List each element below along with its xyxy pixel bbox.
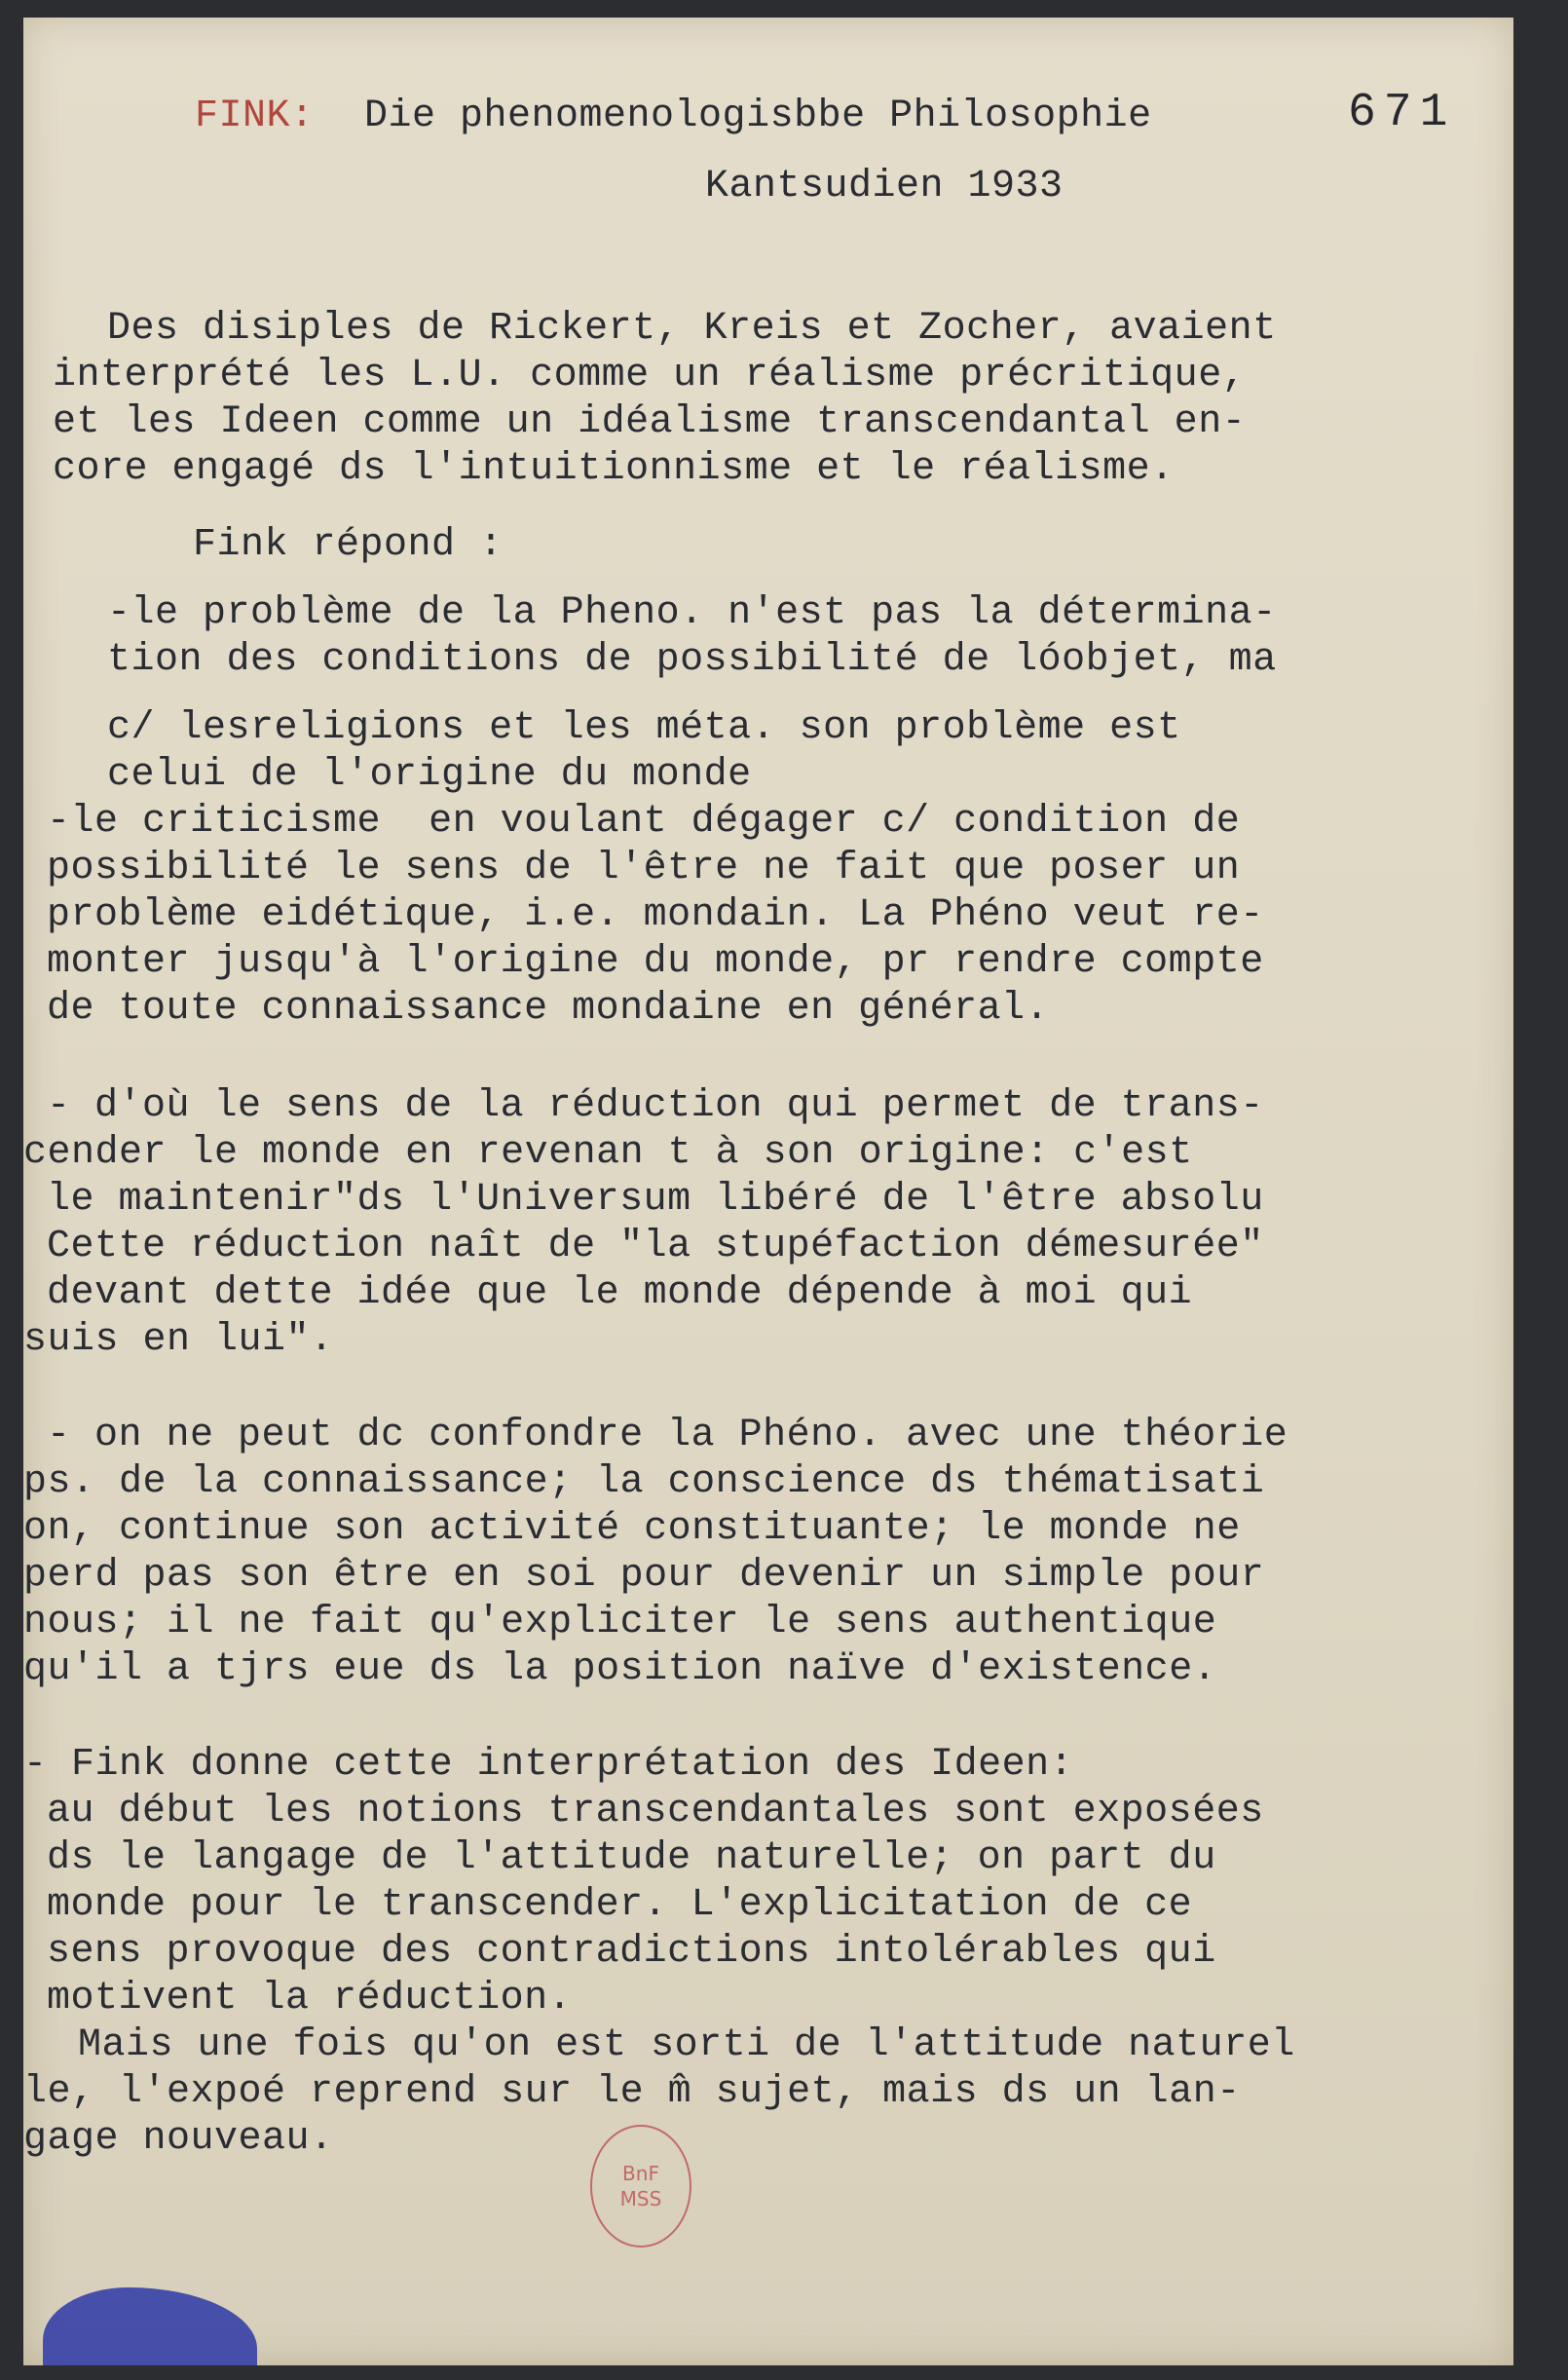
text-line: - d'où le sens de la réduction qui permet de trans- — [47, 1084, 1264, 1128]
text-line: problème eidétique, i.e. mondain. La Phéno veut re- — [47, 893, 1264, 937]
text-line: Cette réduction naît de "la stupéfaction démesurée" — [47, 1225, 1264, 1268]
text-line: celui de l'origine du monde — [107, 753, 752, 797]
ink-stain — [43, 2287, 257, 2365]
text-line: interprété les L.U. comme un réalisme précritique, — [53, 354, 1247, 397]
text-line: le, l'expoé reprend sur le m̂ sujet, mais ds un lan- — [23, 2070, 1241, 2114]
text-line: core engagé ds l'intuitionnisme et le réalisme. — [53, 447, 1175, 491]
text-line: ps. de la connaissance; la conscience ds thématisati — [23, 1460, 1265, 1504]
text-line: c/ lesreligions et les méta. son problème est — [107, 706, 1181, 750]
text-line: -le criticisme en voulant dégager c/ condition de — [47, 800, 1241, 844]
text-line: au début les notions transcendantales sont exposées — [47, 1790, 1264, 1833]
text-line: possibilité le sens de l'être ne fait que poser un — [47, 847, 1241, 890]
text-line: - Fink donne cette interprétation des Ideen: — [23, 1743, 1074, 1787]
text-line: monter jusqu'à l'origine du monde, pr rendre compte — [47, 940, 1264, 984]
text-line: qu'il a tjrs eue ds la position naïve d'existence. — [23, 1647, 1217, 1691]
text-line: on, continue son activité constituante; le monde ne — [23, 1507, 1241, 1551]
text-line: cender le monde en revenan t à son origine: c'est — [23, 1131, 1193, 1175]
text-line: devant dette idée que le monde dépende à moi qui — [47, 1271, 1193, 1315]
page-number: 671 — [1348, 87, 1456, 139]
header-author: FINK: — [195, 94, 315, 138]
text-line: et les Ideen comme un idéalisme transcendantal en- — [53, 400, 1247, 444]
text-line: Des disiples de Rickert, Kreis et Zocher, avaient — [107, 307, 1277, 351]
text-line: - on ne peut dc confondre la Phéno. avec une théorie — [47, 1414, 1288, 1457]
text-line: motivent la réduction. — [47, 1977, 573, 2021]
text-line: -le problème de la Pheno. n'est pas la détermina- — [107, 591, 1277, 635]
text-line: tion des conditions de possibilité de lóobjet, ma — [107, 638, 1277, 682]
stamp-line-2: MSS — [619, 2187, 662, 2210]
bnf-library-stamp — [590, 2125, 691, 2248]
document-page — [23, 18, 1513, 2365]
header-subtitle: Kantsudien 1933 — [705, 165, 1064, 208]
header-title: Die phenomenologisbbe Philosophie — [364, 94, 1152, 138]
text-line: perd pas son être en soi pour devenir un simple pour — [23, 1554, 1265, 1598]
text-line: Fink répond : — [193, 523, 504, 567]
text-line: ds le langage de l'attitude naturelle; on part du — [47, 1836, 1216, 1880]
text-line: gage nouveau. — [23, 2117, 334, 2161]
text-line: de toute connaissance mondaine en général. — [47, 987, 1050, 1031]
text-line: sens provoque des contradictions intolérables qui — [47, 1930, 1216, 1974]
text-line: monde pour le transcender. L'explicitation de ce — [47, 1883, 1193, 1927]
text-line: le maintenir"ds l'Universum libéré de l'être absolu — [47, 1178, 1264, 1222]
text-line: Mais une fois qu'on est sorti de l'attitude naturel — [78, 2023, 1295, 2067]
text-line: suis en lui". — [23, 1318, 334, 1362]
stamp-line-1: BnF — [622, 2162, 659, 2185]
text-line: nous; il ne fait qu'expliciter le sens authentique — [23, 1601, 1217, 1644]
